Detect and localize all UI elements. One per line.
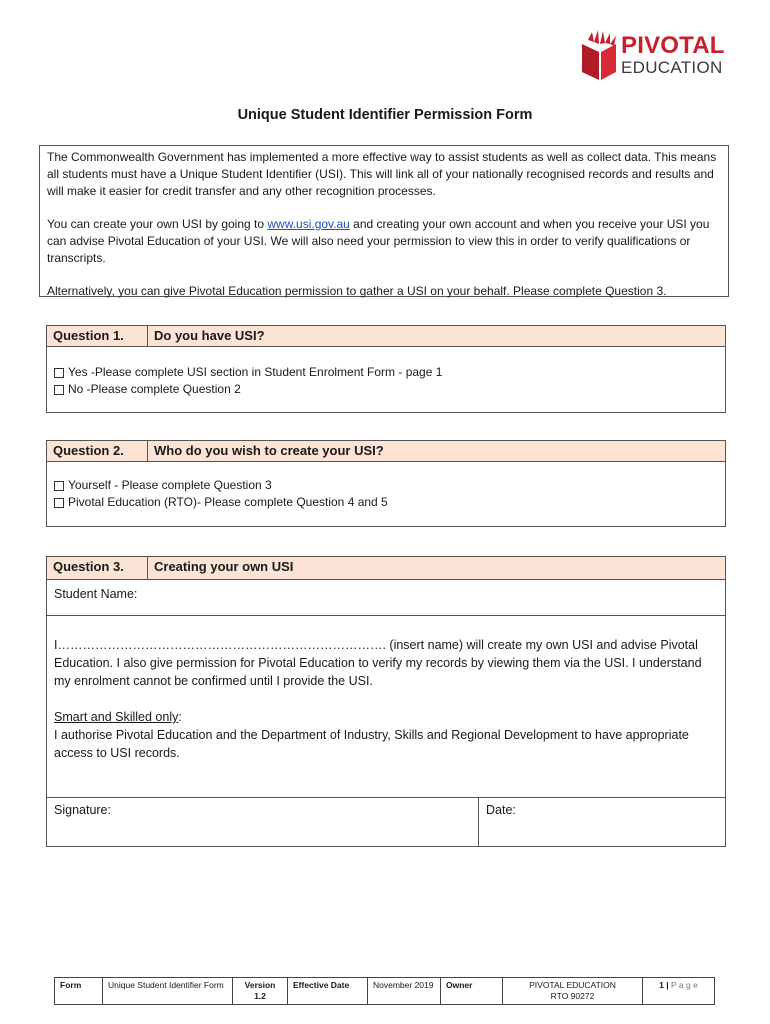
question-3-number: Question 3. bbox=[47, 557, 148, 579]
student-name-label: Student Name: bbox=[54, 587, 138, 601]
footer-effective-label: Effective Date bbox=[288, 978, 368, 1005]
footer-page-number: 1 bbox=[659, 980, 664, 990]
intro-paragraph-3: Alternatively, you can give Pivotal Education permission to gather a USI on your behalf. Please complete Question 3. bbox=[47, 284, 667, 298]
signature-date-row bbox=[47, 798, 725, 847]
question-3-box bbox=[46, 556, 726, 847]
q1-no-label: No -Please complete Question 2 bbox=[68, 382, 241, 396]
q2-option-yourself bbox=[54, 477, 718, 494]
q1-option-no bbox=[54, 381, 718, 398]
intro-paragraph-2 bbox=[47, 216, 721, 267]
pivotal-education-logo bbox=[580, 30, 725, 82]
footer-version-cell bbox=[233, 978, 288, 1005]
intro-p2-after: and creating your own account and when you receive your USI you can advise Pivotal Education of your USI. We will also need your permission to view this in order to verify qualifications or transcripts. bbox=[47, 217, 710, 265]
declaration-row bbox=[47, 616, 725, 798]
footer-page-word: P a g e bbox=[671, 980, 698, 990]
question-1-number: Question 1. bbox=[47, 326, 148, 346]
question-3-header bbox=[47, 557, 725, 580]
date-field[interactable] bbox=[479, 798, 523, 847]
question-1-title: Do you have USI? bbox=[154, 328, 265, 343]
footer-owner-cell bbox=[503, 978, 643, 1005]
q1-option-yes bbox=[54, 364, 718, 381]
footer-form-name: Unique Student Identifier Form bbox=[103, 978, 233, 1005]
usi-declaration-text: I……………………………………………………………………. (insert name) will create my own USI and advise Pivotal Education. I also give permission for Pivotal Education to verify my records by viewing them via the USI. I understand my enrolment cannot be confirmed until I provide the USI. bbox=[54, 638, 702, 688]
question-2-header bbox=[47, 441, 725, 462]
footer-page-cell bbox=[643, 978, 715, 1005]
document-footer bbox=[54, 977, 715, 1005]
smart-skilled-heading: Smart and Skilled only bbox=[54, 710, 179, 724]
question-1-box bbox=[46, 325, 726, 413]
q2-yourself-checkbox[interactable] bbox=[54, 481, 64, 491]
student-name-row[interactable] bbox=[47, 580, 725, 616]
usi-website-link[interactable]: www.usi.gov.au bbox=[267, 217, 350, 231]
question-2-title: Who do you wish to create your USI? bbox=[154, 443, 384, 458]
footer-owner-label: Owner bbox=[441, 978, 503, 1005]
signature-label: Signature: bbox=[54, 803, 111, 817]
question-2-number: Question 2. bbox=[47, 441, 148, 461]
open-book-logo-icon bbox=[580, 30, 620, 80]
q2-pivotal-label: Pivotal Education (RTO)- Please complete Question 4 and 5 bbox=[68, 495, 388, 509]
date-label: Date: bbox=[486, 803, 516, 817]
intro-paragraph-1: The Commonwealth Government has implemented a more effective way to assist students as well as collect data. This means all students must have a Unique Student Identifier (USI). This will link all of your nationally recognised records and results and will make it easier for credit transfer and any other recognition processes. bbox=[47, 150, 717, 198]
footer-form-label: Form bbox=[55, 978, 103, 1005]
footer-page-separator: | bbox=[663, 980, 672, 990]
question-3-title: Creating your own USI bbox=[154, 559, 294, 574]
footer-owner-value: PIVOTAL EDUCATION bbox=[529, 980, 616, 990]
intro-p2-before: You can create your own USI by going to bbox=[47, 217, 268, 231]
question-2-box bbox=[46, 440, 726, 527]
intro-box bbox=[39, 145, 729, 297]
q1-yes-label: Yes -Please complete USI section in Student Enrolment Form - page 1 bbox=[68, 365, 443, 379]
q2-yourself-label: Yourself - Please complete Question 3 bbox=[68, 478, 272, 492]
smart-skilled-paragraph bbox=[54, 708, 718, 762]
q2-pivotal-checkbox[interactable] bbox=[54, 498, 64, 508]
footer-version-label: Version bbox=[244, 980, 276, 990]
q1-yes-checkbox[interactable] bbox=[54, 368, 64, 378]
logo-line-1: PIVOTAL bbox=[621, 32, 725, 59]
signature-field[interactable] bbox=[47, 798, 479, 847]
question-1-header bbox=[47, 326, 725, 347]
q2-option-pivotal bbox=[54, 494, 718, 511]
footer-owner-rto: RTO 90272 bbox=[550, 991, 595, 1001]
footer-effective-value: November 2019 bbox=[368, 978, 441, 1005]
page-title: Unique Student Identifier Permission Form bbox=[237, 107, 533, 123]
q1-no-checkbox[interactable] bbox=[54, 385, 64, 395]
smart-skilled-text: I authorise Pivotal Education and the Department of Industry, Skills and Regional Development to have appropriate access to USI records. bbox=[54, 728, 689, 760]
smart-skilled-colon: : bbox=[178, 710, 182, 724]
footer-version-value: 1.2 bbox=[254, 991, 266, 1001]
logo-line-2: EDUCATION bbox=[621, 58, 723, 77]
